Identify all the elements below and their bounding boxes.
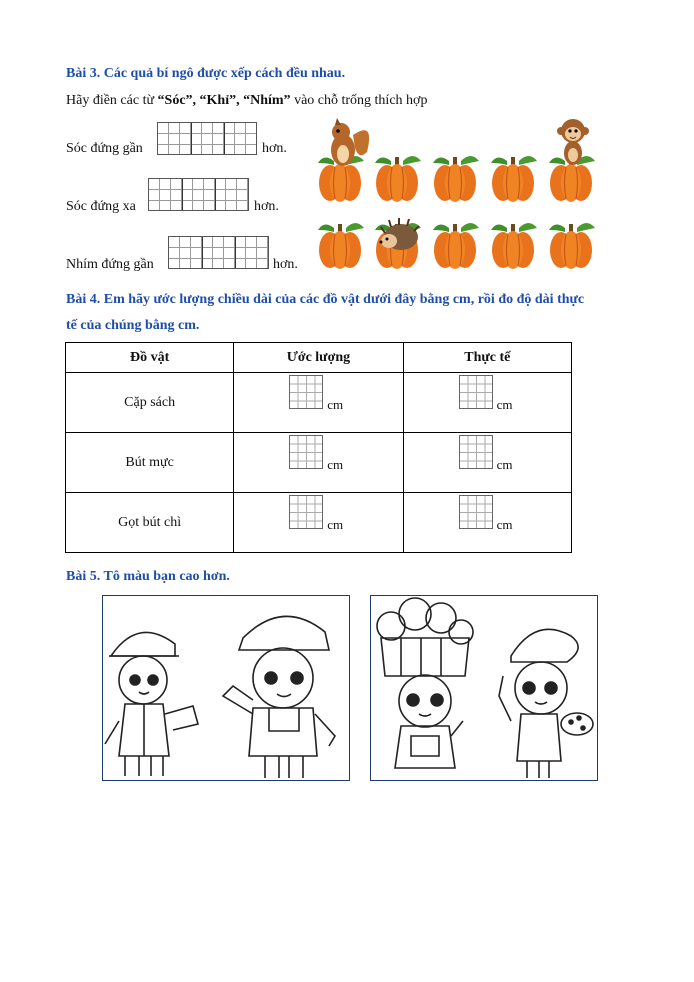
estimate-cell[interactable] xyxy=(234,373,403,433)
object-name: Bút mực xyxy=(66,433,234,493)
hedgehog-icon xyxy=(380,218,420,250)
bai4-title-line2: tế của chúng bằng cm. xyxy=(66,318,200,333)
bai3-instruction xyxy=(66,93,427,109)
bai3-title: Bài 3. Các quả bí ngô được xếp cách đều nhau. xyxy=(66,66,346,81)
pumpkins-illustration xyxy=(305,115,605,280)
pumpkin-icon xyxy=(433,156,479,202)
row2-label: Sóc đứng xa xyxy=(66,199,136,214)
instruction-prefix: Hãy điền các từ xyxy=(66,93,158,108)
instruction-suffix: vào chỗ trống thích hợp xyxy=(290,93,428,108)
row1-label: Sóc đứng gần xyxy=(66,141,143,156)
actual-cell[interactable] xyxy=(403,433,571,493)
bai5-title: Bài 5. Tô màu bạn cao hơn. xyxy=(66,569,230,584)
bai4-title-line1: Bài 4. Em hãy ước lượng chiều dài của các đồ vật dưới đây bằng cm, rồi đo độ dài thực xyxy=(66,292,585,307)
header-actual: Thực tế xyxy=(403,343,571,373)
estimate-cell[interactable] xyxy=(234,433,403,493)
squirrel-icon xyxy=(331,118,369,166)
unit-label: cm xyxy=(496,457,513,472)
estimate-grid[interactable] xyxy=(289,435,323,469)
pumpkin-icon xyxy=(491,156,537,202)
unit-label: cm xyxy=(496,397,513,412)
row3-after: hơn. xyxy=(273,257,298,272)
row1-after: hơn. xyxy=(262,141,287,156)
pumpkin-icon xyxy=(491,223,537,269)
instruction-words: “Sóc”, “Khỉ”, “Nhím” xyxy=(157,93,291,108)
girls-line-art xyxy=(371,596,596,779)
actual-cell[interactable] xyxy=(403,493,571,553)
actual-grid[interactable] xyxy=(459,375,493,409)
pumpkin-icon xyxy=(375,156,421,202)
actual-cell[interactable] xyxy=(403,373,571,433)
object-name: Gọt bút chì xyxy=(66,493,234,553)
pumpkin-icon xyxy=(433,223,479,269)
answer-box-2[interactable] xyxy=(148,178,249,211)
table-row xyxy=(66,493,572,553)
estimate-grid[interactable] xyxy=(289,495,323,529)
estimate-cell[interactable] xyxy=(234,493,403,553)
actual-grid[interactable] xyxy=(459,435,493,469)
header-estimate: Ước lượng xyxy=(234,343,403,373)
pumpkin-icon xyxy=(549,223,595,269)
unit-label: cm xyxy=(327,517,344,532)
estimate-table xyxy=(65,342,572,553)
coloring-frame-left[interactable] xyxy=(102,595,350,781)
row2-after: hơn. xyxy=(254,199,279,214)
coloring-frame-right[interactable] xyxy=(370,595,598,781)
boys-line-art xyxy=(103,596,348,779)
table-row xyxy=(66,433,572,493)
header-object: Đồ vật xyxy=(66,343,234,373)
estimate-grid[interactable] xyxy=(289,375,323,409)
unit-label: cm xyxy=(327,457,344,472)
answer-box-1[interactable] xyxy=(157,122,257,155)
pumpkin-icon xyxy=(318,223,364,269)
table-row xyxy=(66,373,572,433)
unit-label: cm xyxy=(327,397,344,412)
actual-grid[interactable] xyxy=(459,495,493,529)
table-header-row xyxy=(66,343,572,373)
unit-label: cm xyxy=(496,517,513,532)
object-name: Cặp sách xyxy=(66,373,234,433)
row3-label: Nhím đứng gần xyxy=(66,257,154,272)
answer-box-3[interactable] xyxy=(168,236,269,269)
